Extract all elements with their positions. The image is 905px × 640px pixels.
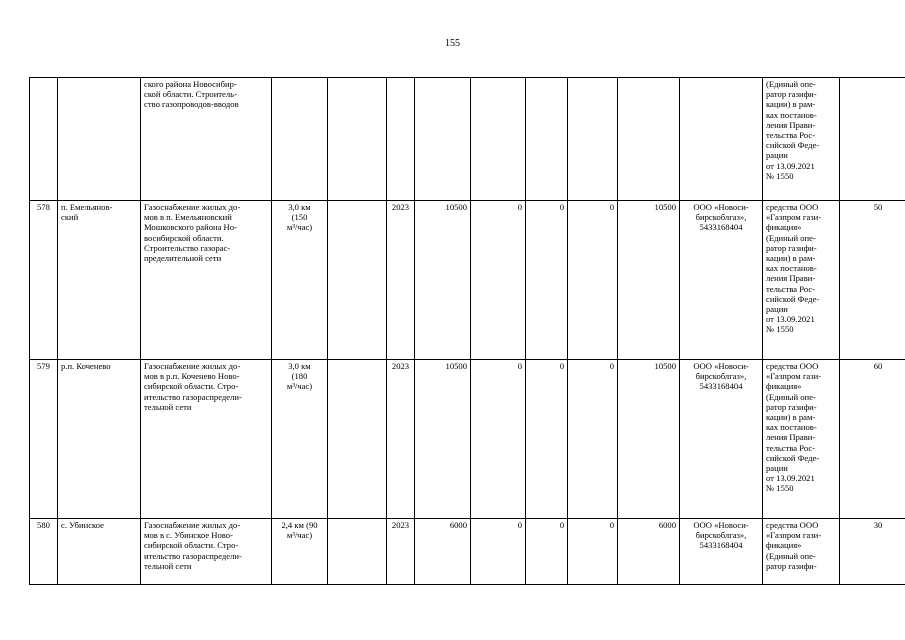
row-number — [30, 78, 58, 201]
executor-cell: ООО «Новоси- бирскоблгаз», 5433168404 — [680, 201, 763, 360]
description-cell: Газоснабжение жилых до- мов в р.п. Коченево Ново- сибирской области. Стро- ительство газораспредели- тельной сети — [141, 360, 272, 519]
table-row — [30, 201, 905, 360]
funding-cell-2: 0 — [526, 519, 568, 585]
funding-cell-4: 6000 — [618, 519, 680, 585]
funding-cell-2 — [526, 78, 568, 201]
funding-cell-4 — [618, 78, 680, 201]
funding-cell-3: 0 — [568, 201, 618, 360]
executor-cell: ООО «Новоси- бирскоблгаз», 5433168404 — [680, 519, 763, 585]
total-cell — [415, 78, 471, 201]
year-cell: 2023 — [387, 519, 415, 585]
description-cell: Газоснабжение жилых до- мов в с. Убинское Ново- сибирской области. Стро- ительство газораспредели- тельной сети — [141, 519, 272, 585]
last-cell: 30 — [840, 519, 905, 585]
source-cell: средства ООО «Газпром гази- фикация» (Единый опе- ратор газифи- — [763, 519, 840, 585]
executor-cell — [680, 78, 763, 201]
row-number: 579 — [30, 360, 58, 519]
locality-cell — [58, 78, 141, 201]
description-cell: ского района Новосибир- ской области. Строитель- ство газопроводов-вводов — [141, 78, 272, 201]
year-cell: 2023 — [387, 360, 415, 519]
funding-cell-3 — [568, 78, 618, 201]
page-number: 155 — [445, 38, 460, 49]
executor-cell: ООО «Новоси- бирскоблгаз», 5433168404 — [680, 360, 763, 519]
funding-cell-1: 0 — [471, 360, 526, 519]
total-cell: 10500 — [415, 360, 471, 519]
table-row — [30, 519, 905, 585]
empty-cell — [328, 519, 387, 585]
empty-cell — [328, 360, 387, 519]
year-cell — [387, 78, 415, 201]
source-cell: средства ООО «Газпром гази- фикация» (Единый опе- ратор газифи- кации) в рам- ках постанов- ления Прави- тельства Рос- сийской Феде- рации от 13.09.2021 № 1550 — [763, 360, 840, 519]
description-cell: Газоснабжение жилых до- мов в п. Емельяновский Мошковского района Но- восибирской области. Строительство газорас- пределительной сети — [141, 201, 272, 360]
locality-cell: р.п. Коченево — [58, 360, 141, 519]
funding-cell-2: 0 — [526, 360, 568, 519]
source-cell: (Единый опе- ратор газифи- кации) в рам- ках постанов- ления Прави- тельства Рос- сийской Феде- рации от 13.09.2021 № 1550 — [763, 78, 840, 201]
capacity-cell: 3,0 км (150 м³/час) — [272, 201, 328, 360]
funding-cell-1: 0 — [471, 201, 526, 360]
locality-cell: п. Емельянов- ский — [58, 201, 141, 360]
funding-cell-1: 0 — [471, 519, 526, 585]
source-cell: средства ООО «Газпром гази- фикация» (Единый опе- ратор газифи- кации) в рам- ках постанов- ления Прави- тельства Рос- сийской Феде- рации от 13.09.2021 № 1550 — [763, 201, 840, 360]
locality-cell: с. Убинское — [58, 519, 141, 585]
funding-cell-4: 10500 — [618, 360, 680, 519]
total-cell: 6000 — [415, 519, 471, 585]
total-cell: 10500 — [415, 201, 471, 360]
capacity-cell — [272, 78, 328, 201]
register-table — [29, 77, 905, 585]
table-row — [30, 360, 905, 519]
capacity-cell: 3,0 км (180 м³/час) — [272, 360, 328, 519]
funding-cell-2: 0 — [526, 201, 568, 360]
empty-cell — [328, 78, 387, 201]
row-number: 580 — [30, 519, 58, 585]
funding-cell-1 — [471, 78, 526, 201]
capacity-cell: 2,4 км (90 м³/час) — [272, 519, 328, 585]
last-cell: 50 — [840, 201, 905, 360]
row-number: 578 — [30, 201, 58, 360]
funding-cell-3: 0 — [568, 519, 618, 585]
funding-cell-4: 10500 — [618, 201, 680, 360]
last-cell — [840, 78, 905, 201]
empty-cell — [328, 201, 387, 360]
table-row — [30, 78, 905, 201]
year-cell: 2023 — [387, 201, 415, 360]
last-cell: 60 — [840, 360, 905, 519]
funding-cell-3: 0 — [568, 360, 618, 519]
